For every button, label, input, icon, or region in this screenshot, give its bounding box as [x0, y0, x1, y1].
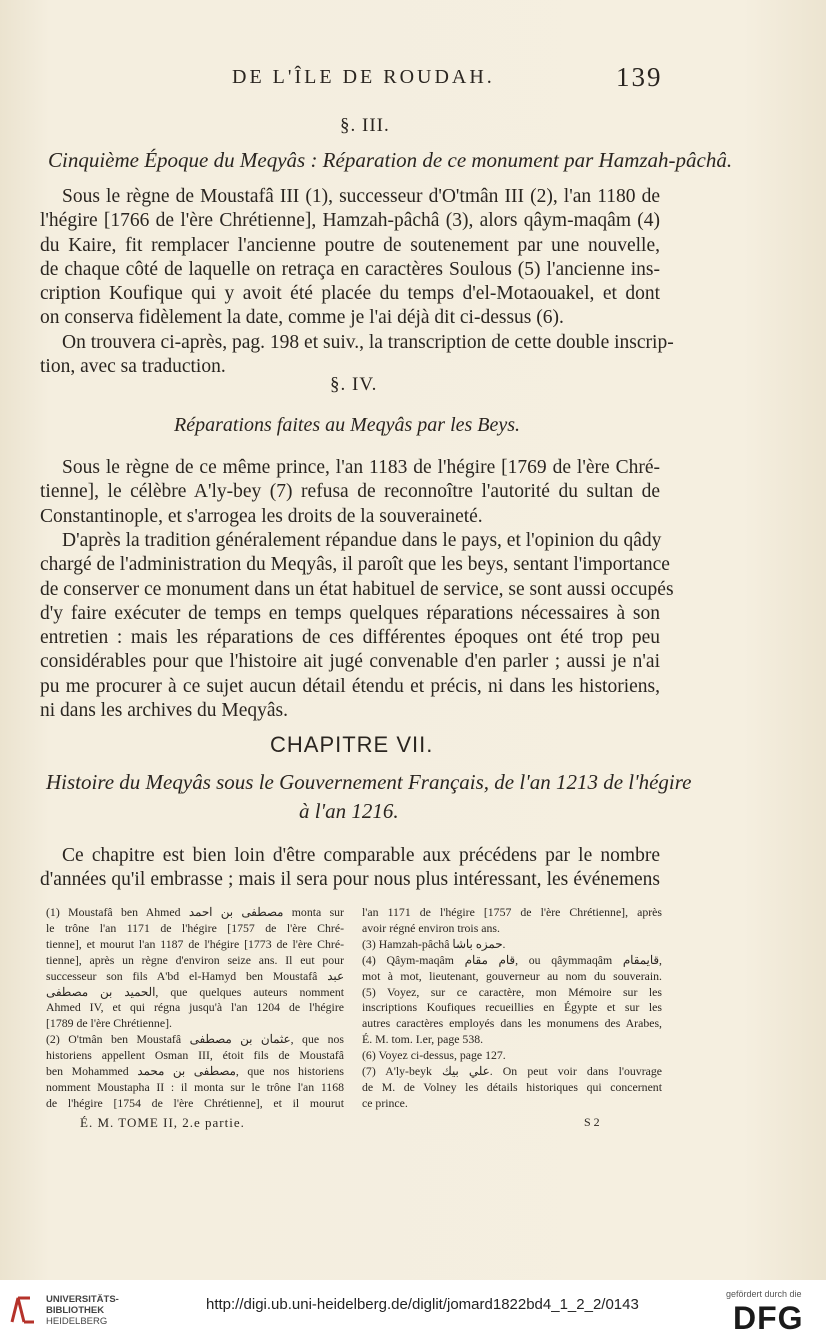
chapter-title-line-2: à l'an 1216. — [299, 799, 399, 823]
text-line: tion, avec sa traduction. — [40, 356, 226, 378]
text-line: cription Koufique qui y avoit été placée du temps d'el-Motaouakel, et dont — [40, 283, 660, 305]
logo-line: UNIVERSITÄTS- — [46, 1294, 119, 1305]
footnote-line: (3) Hamzah-pâchâ حمزه باشا. — [362, 936, 506, 951]
running-title: DE L'ÎLE DE ROUDAH. — [232, 66, 495, 88]
text-line: Sous le règne de ce même prince, l'an 1183 de l'hégire [1769 de l'ère Chré- — [62, 457, 660, 478]
text-line: Sous le règne de Moustafâ III (1), successeur d'O'tmân III (2), l'an 1180 de — [62, 186, 660, 207]
text-line: du Kaire, fit remplacer l'ancienne poutre de soutenement par une nouvelle, — [40, 234, 660, 256]
text-line: considérables pour que l'histoire ait jugé convenable d'en parler ; aussi je n'ai — [40, 651, 660, 673]
footnote-line: (6) Voyez ci-dessus, page 127. — [362, 1048, 506, 1063]
logo-line: HEIDELBERG — [46, 1316, 108, 1327]
text-line: ni dans les archives du Meqyâs. — [40, 700, 289, 722]
footnote-line: (2) O'tmân ben Moustafâ عثمان بن مصطفى, que nos — [46, 1032, 344, 1047]
footnote-line: (5) Voyez, sur ce caractère, mon Mémoire sur les — [362, 984, 662, 999]
section-heading-4: §. IV. — [330, 374, 378, 395]
footnote-line: inscriptions Koufiques recueillies en Égypte et sur les — [362, 1000, 662, 1015]
section-title-4: Réparations faites au Meqyâs par les Beys. — [174, 414, 521, 436]
text-line: d'années qu'il embrasse ; mais il sera pour nous plus intéressant, les événemens — [40, 869, 660, 891]
footnote-line: successeur son fils A'bd el-Hamyd ben Moustafâ عبد — [46, 968, 344, 983]
footnote-line: ben Mohammed مصطفى بن محمد, que nos historiens — [46, 1064, 344, 1079]
footnote-line: nomment Moustapha II : il monta sur le trône l'an 1168 — [46, 1079, 344, 1094]
footnote-line: historiens appellent Osman III, étoit fils de Moustafâ — [46, 1048, 344, 1063]
footnote-line: (7) A'ly-beyk علي بيك. On peut voir dans l'ouvrage — [362, 1064, 663, 1079]
paragraph-s3-1 — [40, 185, 660, 331]
footnote-line: le trône l'an 1171 de l'hégire [1757 de l'ère Chré- — [46, 920, 344, 935]
section-title-3: Cinquième Époque du Meqyâs : Réparation de ce monument par Hamzah-pâchâ. — [48, 148, 733, 172]
university-seal-icon — [8, 1292, 38, 1328]
text-line: Constantinople, et s'arrogea les droits de la souveraineté. — [40, 505, 483, 527]
chapter-title-line-1: Histoire du Meqyâs sous le Gouvernement Français, de l'an 1213 de l'hégire — [46, 770, 692, 794]
footnote-line: l'an 1171 de l'hégire [1757 de l'ère Chrétienne], après — [362, 905, 662, 919]
footnote-line: tienne], et mourut l'an 1187 de l'hégire [1773 de l'ère Chré- — [46, 936, 344, 951]
signature-mark: S 2 — [584, 1115, 600, 1129]
paragraph-s4-2 — [40, 529, 674, 723]
viewer-footer-bar — [0, 1280, 826, 1340]
chapter-heading: CHAPITRE VII. — [270, 732, 434, 757]
footnote-line: tienne], après un règne d'environ seize ans. Il eut pour — [46, 952, 344, 967]
text-line: tienne], le célèbre A'ly-bey (7) refusa de reconnoître l'autorité du sultan de — [40, 481, 660, 503]
text-line: d'y faire exécuter de temps en temps quelques réparations nécessaires à son — [40, 602, 660, 624]
page-number: 139 — [616, 62, 663, 92]
text-line: D'après la tradition généralement répandue dans le pays, et l'opinion du qâdy — [62, 530, 662, 551]
footnote-line: الحميد بن مصطفى, que quelques auteurs nomment — [46, 984, 345, 999]
text-line: de conserver ce monument dans un état habituel de service, se sont aussi occupés — [40, 578, 674, 600]
printer-signature: É. M. TOME II, 2.e partie. — [80, 1115, 245, 1130]
text-line: l'hégire [1766 de l'ère Chrétienne], Hamzah-pâchâ (3), alors qâym-maqâm (4) — [40, 210, 660, 232]
text-line: on conserva fidèlement la date, comme je l'ai déjà dit ci-dessus (6). — [40, 307, 564, 329]
footnotes-left-column — [46, 905, 344, 1112]
footnote-line: ce prince. — [362, 1095, 408, 1110]
section-heading-3: §. III. — [340, 115, 390, 136]
footnotes-right-column — [362, 905, 662, 1112]
paragraph-ch7-1 — [40, 844, 660, 893]
text-line: entretien : mais les réparations de ces différentes époques ont été trop peu — [40, 627, 660, 649]
footnote-line: de M. de Volney les détails historiques qui concernent — [362, 1079, 662, 1094]
text-line: de chaque côté de laquelle on retraça en caractères Soulous (5) l'ancienne ins- — [40, 258, 660, 280]
text-line: chargé de l'administration du Meqyâs, il paroît que les beys, sentant l'importance — [40, 554, 670, 576]
text-line: On trouvera ci-après, pag. 198 et suiv., la transcription de cette double inscrip- — [62, 332, 674, 353]
dfg-logo: DFG — [733, 1300, 804, 1336]
text-line: pu me procurer à ce sujet aucun détail étendu et précis, ni dans les historiens, — [40, 675, 660, 697]
paragraph-s4-1 — [40, 456, 660, 529]
footnote-line: (4) Qâym-maqâm قام مقام, ou qâymmaqâm قايمقام, — [362, 952, 662, 967]
logo-line: BIBLIOTHEK — [46, 1305, 105, 1316]
permalink-url[interactable]: http://digi.ub.uni-heidelberg.de/diglit/jomard1822bd4_1_2_2/0143 — [206, 1296, 639, 1313]
footnote-line: mot à mot, lieutenant, gouverneur au nom du souverain. — [362, 968, 662, 983]
footnote-line: [1789 de l'ère Chrétienne]. — [46, 1016, 172, 1031]
footnote-line: autres caractères employés dans les monumens des Arabes, — [362, 1016, 662, 1031]
footnote-line: É. M. tom. I.er, page 538. — [362, 1032, 484, 1047]
text-line: Ce chapitre est bien loin d'être comparable aux précédens par le nombre — [62, 845, 660, 866]
paragraph-s3-2 — [40, 331, 674, 380]
footnote-line: (1) Moustafâ ben Ahmed مصطفى بن احمد monta sur — [46, 905, 344, 919]
funded-by-label: gefördert durch die — [726, 1289, 802, 1299]
footnote-line: Ahmed IV, et qui régna jusqu'à l'an 1204 de l'hégire — [46, 1000, 344, 1015]
library-logo-text — [46, 1294, 119, 1327]
footnote-line: avoir régné environ trois ans. — [362, 920, 500, 935]
footnote-line: de l'hégire [1754 de l'ère Chrétienne], et il mourut — [46, 1095, 344, 1110]
